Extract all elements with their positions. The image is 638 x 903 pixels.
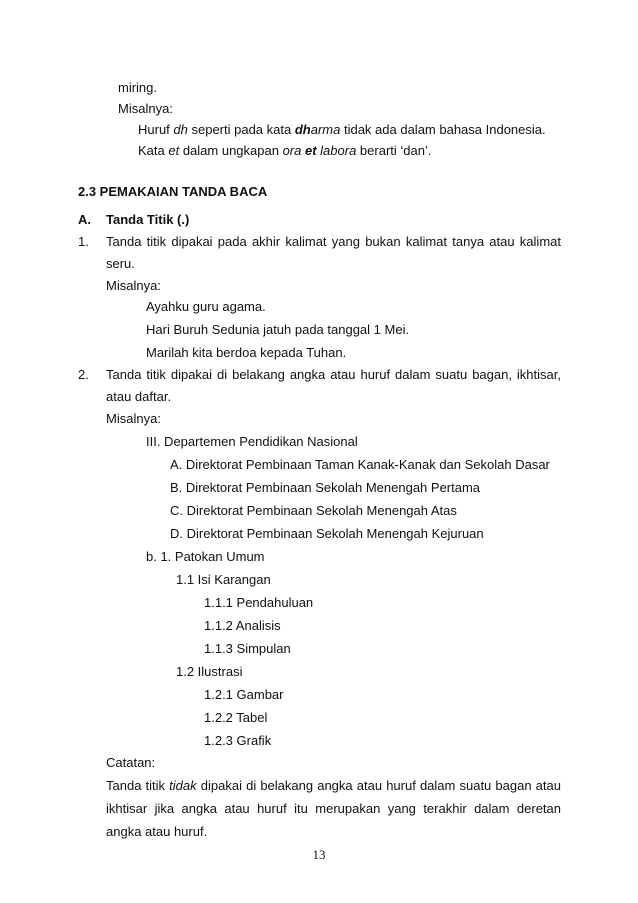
item2-line1: Tanda titik dipakai di belakang angka atau huruf dalam suatu bagan, ikhtisar, bbox=[106, 367, 561, 382]
outline-subitem: 1.2.3 Grafik bbox=[204, 733, 272, 748]
text-run: dalam ungkapan bbox=[179, 143, 283, 158]
outline-heading: III. Departemen Pendidikan Nasional bbox=[146, 434, 358, 449]
bold-italic-run: et bbox=[304, 143, 317, 158]
outline-text: Direktorat Pembinaan Sekolah Menengah Atas bbox=[186, 503, 457, 518]
sub-heading: Tanda Titik (.) bbox=[106, 212, 190, 227]
text-misalnya: Misalnya: bbox=[106, 411, 161, 426]
outline-subheading: 1.2 Ilustrasi bbox=[176, 664, 243, 679]
outline-subitem: 1.2.1 Gambar bbox=[204, 687, 284, 702]
italic-run: et bbox=[168, 143, 180, 158]
outline-label: B. bbox=[170, 480, 183, 495]
example-et bbox=[138, 143, 431, 159]
bold-italic-run: dh bbox=[294, 122, 311, 137]
example-line: Marilah kita berdoa kepada Tuhan. bbox=[146, 345, 347, 360]
item-marker: 2. bbox=[78, 367, 89, 382]
outline-subitem: 1.2.2 Tabel bbox=[204, 710, 268, 725]
sub-marker: A. bbox=[78, 212, 91, 227]
text-run: Huruf bbox=[138, 122, 174, 137]
italic-run: tidak bbox=[169, 778, 197, 793]
example-line: Hari Buruh Sedunia jatuh pada tanggal 1 Mei. bbox=[146, 322, 410, 337]
text-run: dipakai di belakang angka atau huruf dalam suatu bagan atau bbox=[196, 778, 561, 793]
item1-line2: seru. bbox=[106, 256, 135, 271]
outline-label: C. bbox=[170, 503, 183, 518]
example-dh bbox=[138, 122, 546, 138]
italic-run: arma bbox=[310, 122, 341, 137]
outline-subheading: 1.1 Isi Karangan bbox=[176, 572, 271, 587]
outline-item bbox=[170, 480, 480, 496]
outline-heading: b. 1. Patokan Umum bbox=[146, 549, 265, 564]
outline-item bbox=[170, 503, 457, 519]
text-catatan: Catatan: bbox=[106, 755, 156, 770]
outline-text: Direktorat Pembinaan Taman Kanak-Kanak dan Sekolah Dasar bbox=[185, 457, 550, 472]
outline-text: Direktorat Pembinaan Sekolah Menengah Kejuruan bbox=[186, 526, 484, 541]
note-line3: angka atau huruf. bbox=[106, 824, 208, 839]
note-line2: ikhtisar jika angka atau huruf itu merupakan yang terakhir dalam deretan bbox=[106, 801, 561, 816]
italic-run: ora bbox=[282, 143, 302, 158]
note-line1 bbox=[106, 778, 561, 794]
text-run: Tanda titik bbox=[106, 778, 170, 793]
outline-subitem: 1.1.3 Simpulan bbox=[204, 641, 291, 656]
outline-subitem: 1.1.2 Analisis bbox=[204, 618, 281, 633]
item-marker: 1. bbox=[78, 234, 89, 249]
text-run: berarti ‘dan’. bbox=[356, 143, 432, 158]
text-misalnya-top: Misalnya: bbox=[118, 101, 173, 116]
text-run: tidak ada dalam bahasa Indonesia. bbox=[340, 122, 546, 137]
outline-label: A. bbox=[170, 457, 183, 472]
page-number: 13 bbox=[312, 847, 326, 862]
text-miring: miring. bbox=[118, 80, 158, 95]
outline-item bbox=[170, 457, 550, 473]
example-line: Ayahku guru agama. bbox=[146, 299, 266, 314]
outline-text: Direktorat Pembinaan Sekolah Menengah Pertama bbox=[185, 480, 481, 495]
italic-run: labora bbox=[320, 143, 357, 158]
text-misalnya: Misalnya: bbox=[106, 278, 161, 293]
section-heading: 2.3 PEMAKAIAN TANDA BACA bbox=[78, 184, 268, 199]
item1-line1: Tanda titik dipakai pada akhir kalimat yang bukan kalimat tanya atau kalimat bbox=[106, 234, 561, 249]
italic-run: dh bbox=[173, 122, 188, 137]
text-run: Kata bbox=[138, 143, 169, 158]
item2-line2: atau daftar. bbox=[106, 389, 172, 404]
outline-item bbox=[170, 526, 484, 542]
outline-label: D. bbox=[170, 526, 183, 541]
text-run: seperti pada kata bbox=[187, 122, 295, 137]
outline-subitem: 1.1.1 Pendahuluan bbox=[204, 595, 314, 610]
